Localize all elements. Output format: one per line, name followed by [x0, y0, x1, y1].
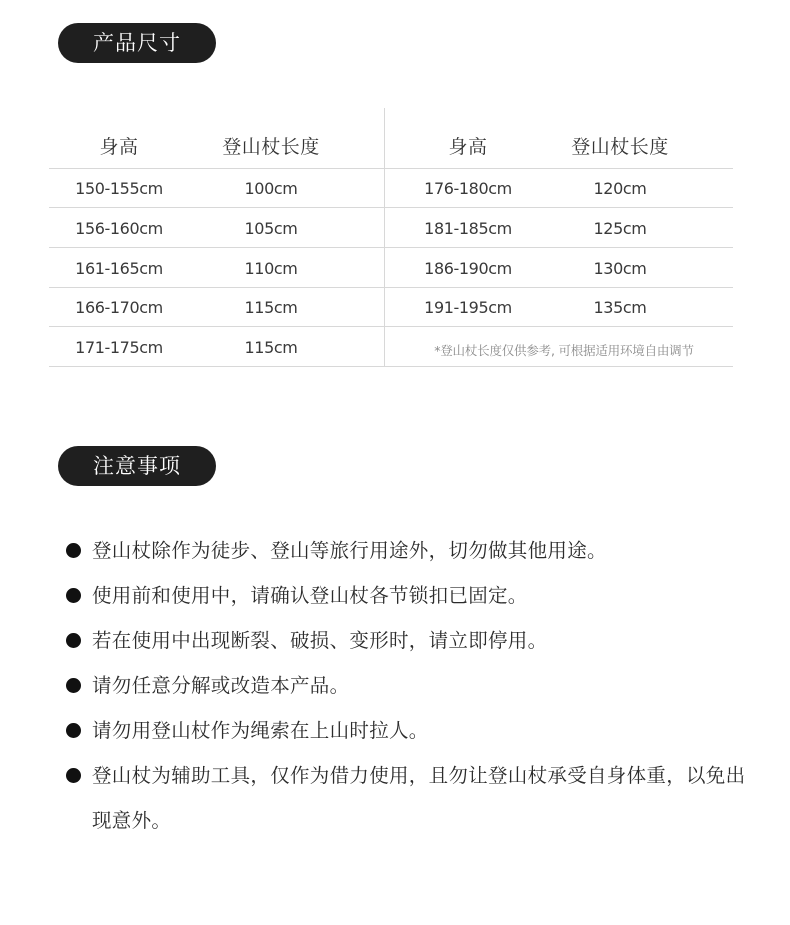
- list-item: [64, 528, 764, 573]
- table-cell-height: 171-175cm: [75, 338, 163, 357]
- header-height-left: 身高: [99, 136, 139, 158]
- table-cell-length: 115cm: [244, 298, 298, 317]
- note-text: 请勿用登山杖作为绳索在上山时拉人。: [92, 719, 429, 742]
- table-row-divider: [49, 287, 733, 288]
- table-cell-height: 186-190cm: [424, 259, 512, 278]
- table-cell-height: 166-170cm: [75, 298, 163, 317]
- list-item: [64, 663, 764, 708]
- bullet-icon: [66, 588, 81, 603]
- table-row-divider: [49, 168, 733, 169]
- table-cell-height: 191-195cm: [424, 298, 512, 317]
- note-text: 登山杖除作为徒步、登山等旅行用途外，切勿做其他用途。: [92, 539, 607, 562]
- table-cell-length: 120cm: [593, 179, 647, 198]
- note-text: 若在使用中出现断裂、破损、变形时，请立即停用。: [92, 629, 548, 652]
- table-cell-height: 156-160cm: [75, 219, 163, 238]
- bullet-icon: [66, 633, 81, 648]
- table-cell-height: 176-180cm: [424, 179, 512, 198]
- list-item: [64, 708, 764, 753]
- header-length-left: 登山杖长度: [222, 136, 320, 158]
- table-cell-height: 150-155cm: [75, 179, 163, 198]
- list-item: [64, 618, 764, 663]
- table-row-divider: [49, 247, 733, 248]
- header-height-right: 身高: [448, 136, 488, 158]
- bullet-icon: [66, 543, 81, 558]
- table-footnote: *登山杖长度仅供参考, 可根据适用环境自由调节: [434, 343, 694, 358]
- section-title-notes: 注意事项: [58, 446, 216, 486]
- list-item: [64, 573, 764, 618]
- note-text: 登山杖为辅助工具，仅作为借力使用，且勿让登山杖承受自身体重，以免出现意外。: [92, 764, 746, 832]
- notes-list: [64, 528, 764, 843]
- table-row-divider: [49, 326, 733, 327]
- table-column-divider: [384, 108, 385, 366]
- table-cell-length: 125cm: [593, 219, 647, 238]
- table-cell-length: 115cm: [244, 338, 298, 357]
- note-text: 使用前和使用中，请确认登山杖各节锁扣已固定。: [92, 584, 528, 607]
- table-cell-length: 100cm: [244, 179, 298, 198]
- section-title-product-size: 产品尺寸: [58, 23, 216, 63]
- note-text: 请勿任意分解或改造本产品。: [92, 674, 350, 697]
- size-table: [49, 108, 733, 368]
- table-cell-height: 181-185cm: [424, 219, 512, 238]
- bullet-icon: [66, 678, 81, 693]
- bullet-icon: [66, 768, 81, 783]
- table-cell-length: 130cm: [593, 259, 647, 278]
- table-cell-height: 161-165cm: [75, 259, 163, 278]
- table-cell-length: 110cm: [244, 259, 298, 278]
- table-cell-length: 135cm: [593, 298, 647, 317]
- list-item: [64, 753, 764, 843]
- table-row-divider: [49, 207, 733, 208]
- header-length-right: 登山杖长度: [571, 136, 669, 158]
- bullet-icon: [66, 723, 81, 738]
- table-cell-length: 105cm: [244, 219, 298, 238]
- table-row-divider: [49, 366, 733, 367]
